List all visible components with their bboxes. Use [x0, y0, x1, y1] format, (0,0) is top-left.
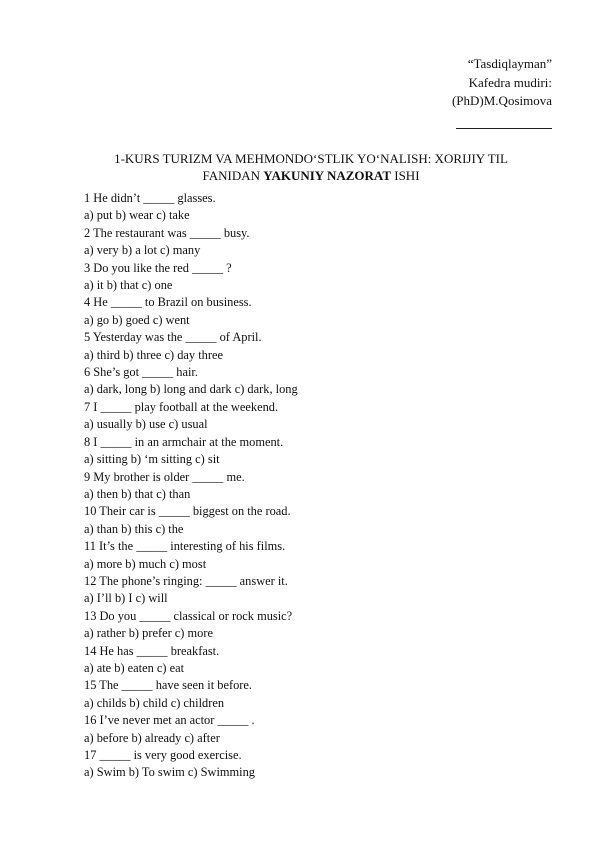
question-text: 16 I’ve never met an actor _____ .	[84, 713, 255, 728]
title-prefix: FANIDAN	[202, 168, 264, 183]
question-text: 17 _____ is very good exercise.	[84, 748, 242, 762]
question-list	[84, 190, 554, 782]
signature-line	[456, 116, 552, 129]
question-text: 5 Yesterday was the _____ of April.	[84, 330, 262, 345]
question-text: 15 The _____ have seen it before.	[84, 678, 253, 693]
question-text: 8 I _____ in an armchair at the moment.	[84, 434, 284, 449]
question-text: 4 He _____ to Brazil on business.	[84, 295, 252, 310]
question-text: 2 The restaurant was _____ busy.	[84, 225, 250, 240]
question-text: 12 The phone’s ringing: _____ answer it.	[84, 573, 288, 588]
question-text: 9 My brother is older _____ me.	[84, 469, 245, 484]
answer-options: a) dark, long b) long and dark c) dark, long	[84, 382, 298, 397]
title-line-2	[70, 167, 552, 184]
title-line-1: 1-KURS TURIZM VA MEHMONDO‘STLIK YO‘NALISH: XORIJIY TIL	[114, 151, 508, 166]
question-text: 11 It’s the _____ interesting of his films.	[84, 539, 286, 554]
answer-options: a) more b) much c) most	[84, 556, 207, 571]
document-title	[70, 150, 552, 184]
answer-options: a) put b) wear c) take	[84, 208, 190, 223]
answer-options: a) very b) a lot c) many	[84, 243, 201, 258]
answer-options: a) childs b) child c) children	[84, 695, 225, 710]
answer-options: a) Swim b) To swim c) Swimming	[84, 765, 255, 780]
question-text: 6 She’s got _____ hair.	[84, 365, 198, 380]
approval-heading: “Tasdiqlayman”	[467, 56, 552, 71]
question-text: 13 Do you _____ classical or rock music?	[84, 608, 293, 623]
question-text: 1 He didn’t _____ glasses.	[84, 191, 216, 205]
title-bold: YAKUNIY NAZORAT	[263, 168, 391, 183]
title-suffix: ISHI	[391, 168, 420, 183]
answer-options: a) it b) that c) one	[84, 278, 173, 293]
department-head-label: Kafedra mudiri:	[468, 74, 552, 90]
answer-options: a) ate b) eaten c) eat	[84, 660, 185, 675]
answer-options: a) usually b) use c) usual	[84, 417, 208, 432]
answer-options: a) before b) already c) after	[84, 730, 220, 745]
answer-options: a) sitting b) ‘m sitting c) sit	[84, 452, 220, 467]
answer-options: a) then b) that c) than	[84, 486, 191, 501]
question-text: 7 I _____ play football at the weekend.	[84, 399, 279, 414]
department-head-name: (PhD)M.Qosimova	[451, 93, 552, 108]
answer-options: a) than b) this c) the	[84, 521, 184, 536]
answer-options: a) third b) three c) day three	[84, 347, 223, 362]
answer-options: a) rather b) prefer c) more	[84, 626, 213, 641]
question-text: 10 Their car is _____ biggest on the road.	[84, 504, 291, 519]
approval-block	[452, 55, 552, 129]
answer-options: a) go b) goed c) went	[84, 312, 190, 327]
question-text: 14 He has _____ breakfast.	[84, 643, 220, 658]
question-text: 3 Do you like the red _____ ?	[84, 260, 232, 275]
answer-options: a) I’ll b) I c) will	[84, 591, 168, 606]
